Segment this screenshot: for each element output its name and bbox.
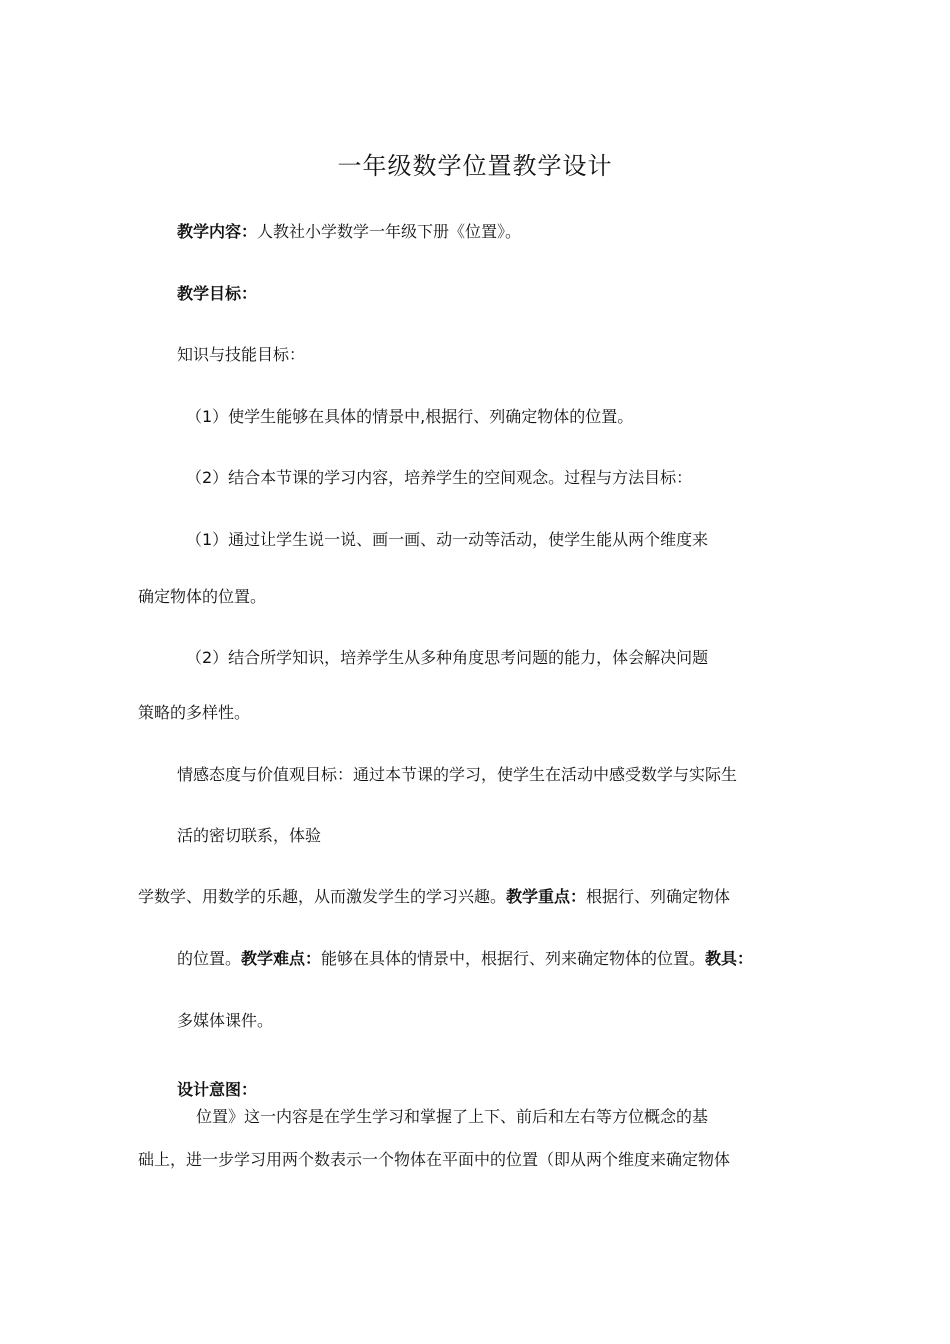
teaching-content-line — [177, 221, 521, 243]
process-goal-2-line1: （2）结合所学知识，培养学生从多种角度思考问题的能力，体会解决问题 — [186, 648, 709, 667]
emotion-goal-line3-text: 学数学、用数学的乐趣，从而激发学生的学习兴趣。 — [138, 887, 507, 906]
emotion-goal-line1: 情感态度与价值观目标：通过本节课的学习，使学生在活动中感受数学与实际生 — [177, 765, 738, 784]
design-intent-line1: 位置》这一内容是在学生学习和掌握了上下、前后和左右等方位概念的基 — [196, 1107, 709, 1126]
key-point-label: 教学重点： — [506, 887, 587, 906]
document-title: 一年级数学位置教学设计 — [337, 152, 613, 180]
difficulty-label: 教学难点： — [241, 949, 322, 968]
emotion-goal-line3 — [138, 886, 730, 908]
tools-text: 多媒体课件。 — [177, 1011, 274, 1030]
position-text: 的位置。 — [177, 949, 242, 968]
process-goal-2-line2: 策略的多样性。 — [138, 703, 251, 722]
tools-label: 教具： — [705, 949, 754, 968]
key-point-text: 根据行、列确定物体 — [586, 887, 731, 906]
emotion-goal-line2: 活的密切联系，体验 — [177, 826, 322, 845]
teaching-content-label: 教学内容： — [177, 222, 258, 241]
design-intent-heading: 设计意图： — [177, 1080, 258, 1099]
process-goal-1-line2: 确定物体的位置。 — [138, 587, 267, 606]
process-goal-1-line1: （1）通过让学生说一说、画一画、动一动等活动，使学生能从两个维度来 — [186, 530, 709, 549]
design-intent-line2: 础上，进一步学习用两个数表示一个物体在平面中的位置（即从两个维度来确定物体 — [138, 1150, 731, 1169]
emotion-goal-line4 — [177, 948, 753, 970]
knowledge-goal-2: （2）结合本节课的学习内容，培养学生的空间观念。过程与方法目标： — [186, 468, 693, 487]
teaching-goals-heading: 教学目标： — [177, 284, 258, 303]
difficulty-text: 能够在具体的情景中，根据行、列来确定物体的位置。 — [321, 949, 706, 968]
knowledge-goals-heading: 知识与技能目标： — [177, 345, 306, 364]
teaching-content-text: 人教社小学数学一年级下册《位置》。 — [257, 222, 522, 241]
knowledge-goal-1: （1）使学生能够在具体的情景中,根据行、列确定物体的位置。 — [186, 407, 634, 426]
